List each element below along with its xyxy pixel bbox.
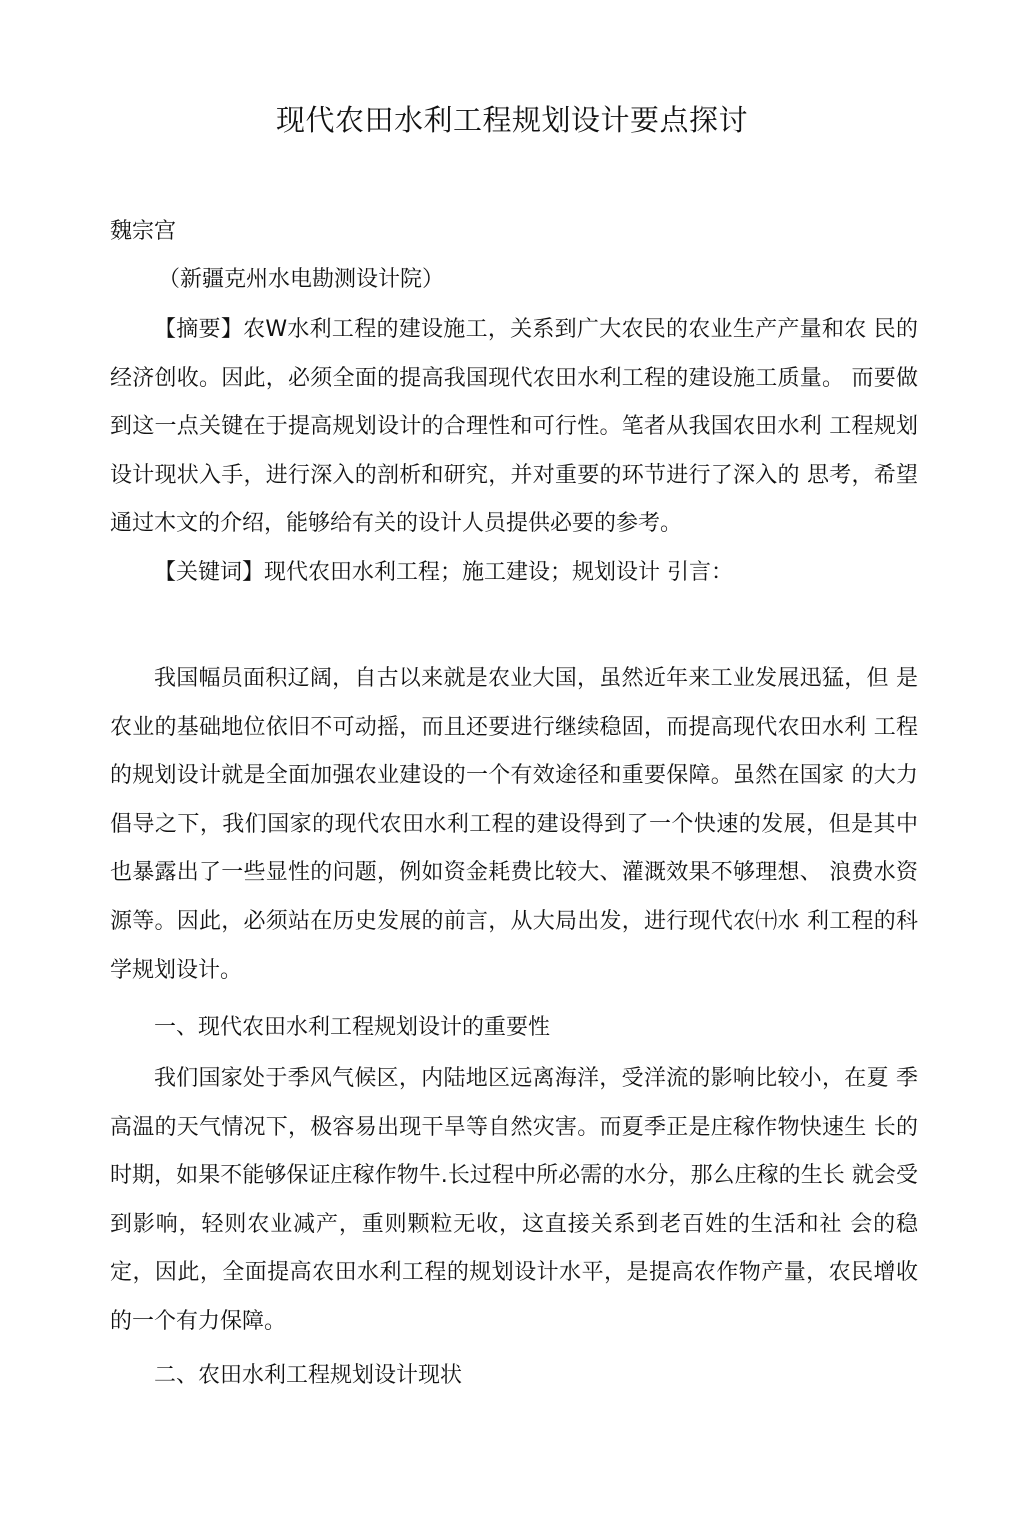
section-heading-1: 一、现代农田水利工程规划设计的重要性 bbox=[154, 1015, 551, 1040]
abstract-paragraph: 【摘要】农W水利工程的建设施工，关系到广大农民的农业生产产量和农 民的经济创收。因此，必须全面的提高我国现代农田水利工程的建设施工质量。 而要做到这一点关键在于提高规划设计的合理性和可行性。笔者从我国农田水利 工程规划设计现状入手，进行深入的剖析和研究，并对重要的环节进行了深入的 思考，希望通过木文的介绍，能够给有关的设计人员提供必要的参考。 bbox=[110, 317, 918, 537]
section1-paragraph: 我们国家处于季风气候区，内陆地区远离海洋，受洋流的影响比较小，在夏 季高温的天气情况下，极容易出现干旱等自然灾害。而夏季正是庄稼作物快速生 长的时期，如果不能够保证庄稼作物牛.长过程中所必需的水分，那么庄稼的生长 就会受到影响，轻则农业减产，重则颗粒无收，这直接关系到老百姓的生活和社 会的稳定，因此，全面提高农田水利工程的规划设计水平，是提高农作物产量，农民增收的一个有力保障。 bbox=[110, 1066, 918, 1334]
page-title: 现代农田水利工程规划设计要点探讨 bbox=[275, 103, 748, 137]
author-affiliation: （新疆克州水电勘测设计院） bbox=[158, 267, 445, 292]
keywords-paragraph: 【关键词】现代农田水利工程；施工建设；规划设计 引言： bbox=[154, 560, 733, 585]
section-heading-2: 二、农田水利工程规划设计现状 bbox=[154, 1363, 463, 1388]
intro-paragraph: 我国幅员面积辽阔，自古以来就是农业大国，虽然近年来工业发展迅猛，但 是农业的基础地位依旧不可动摇，而且还要进行继续稳固，而提高现代农田水利 工程的规划设计就是全面加强农业建设的一个有效途径和重要保障。虽然在国家 的大力倡导之下，我们国家的现代农田水利工程的建设得到了一个快速的发展，但是其中也暴露出了一些显性的问题，例如资金耗费比较大、灌溉效果不够理想、 浪费水资源等。因此，必须站在历史发展的前言，从大局出发，进行现代农㈩水 利工程的科学规划设计。 bbox=[110, 666, 918, 983]
author-name: 魏宗宫 bbox=[110, 219, 177, 244]
